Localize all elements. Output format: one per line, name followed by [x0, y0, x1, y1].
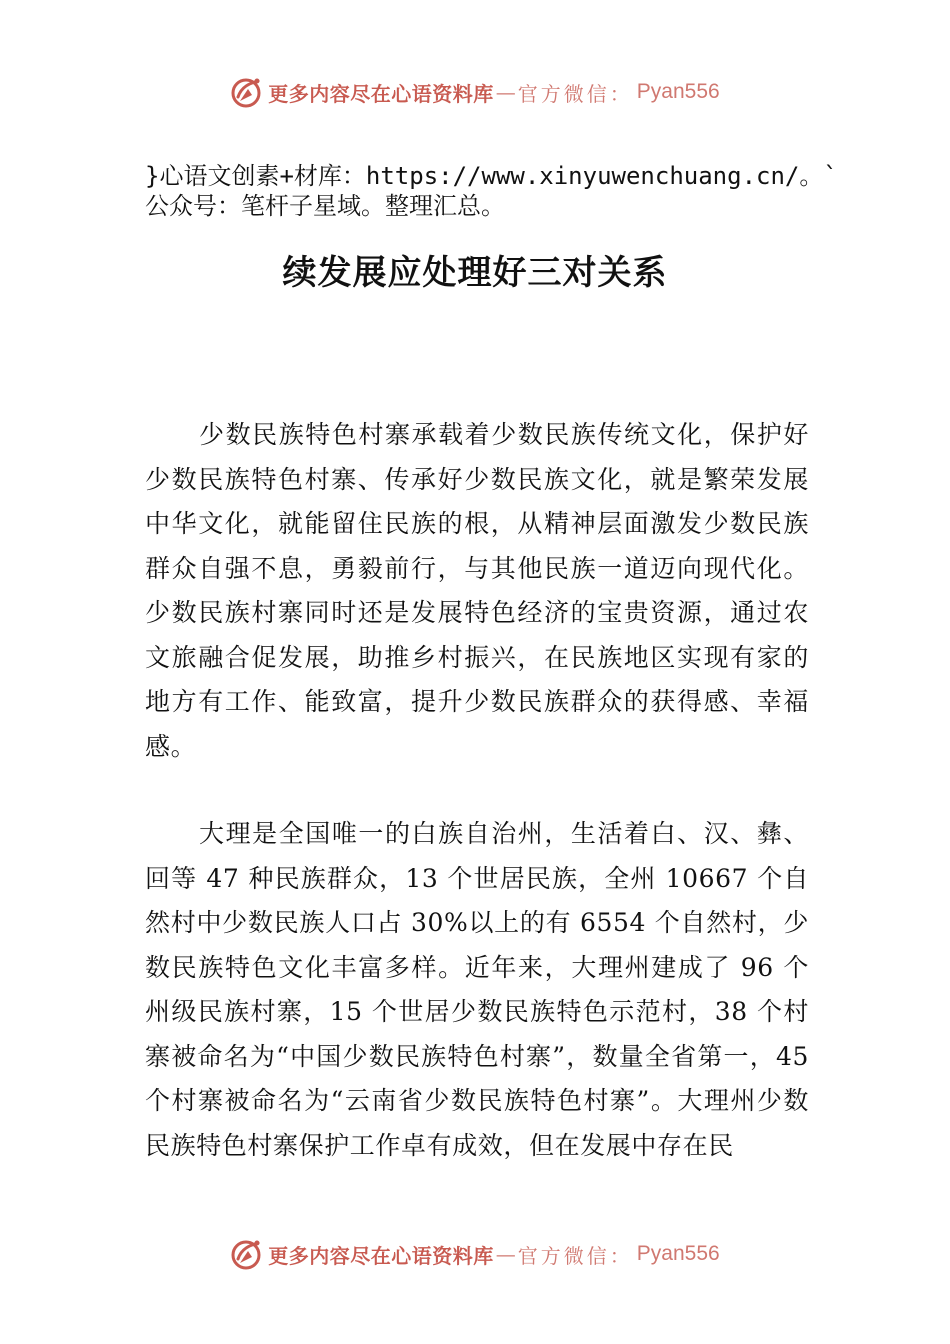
body-paragraph: 大理是全国唯一的白族自治州，生活着白、汉、彝、回等 47 种民族群众，13 个世居民族，全州 10667 个自然村中少数民族人口占 30%以上的有 6554 个自然村，少数民族特色文化丰富多样。近年来，大理州建成了 96 个州级民族村寨，15 个世居少数民族特色示范村，38 个村寨被命名为“中国少数民族特色村寨”，数量全省第一，45 个村寨被命名为“云南省少数民族特色村寨”。大理州少数民族特色村寨保护工作卓有成效，但在发展中存在民: [145, 819, 809, 1160]
source-line-account: 公众号：笔杆子星域。整理汇总。: [145, 192, 505, 220]
banner-brand-text: 更多内容尽在心语资料库: [268, 1243, 494, 1268]
brand-logo-icon: [230, 1237, 264, 1271]
brand-logo-icon: [230, 75, 264, 109]
banner-separator: —: [495, 1242, 516, 1266]
footer-banner: [0, 1234, 950, 1274]
source-line-website: }心语文创素+材库：https://www.xinyuwenchuang.cn/。`: [145, 162, 838, 190]
body-paragraph: 少数民族特色村寨承载着少数民族传统文化，保护好少数民族特色村寨、传承好少数民族文化，就是繁荣发展中华文化，就能留住民族的根，从精神层面激发少数民族群众自强不息，勇毅前行，与其他民族一道迈向现代化。少数民族村寨同时还是发展特色经济的宝贵资源，通过农文旅融合促发展，助推乡村振兴，在民族地区实现有家的地方有工作、能致富，提升少数民族群众的获得感、幸福感。: [145, 420, 809, 761]
banner-wechat-label: 官方微信：: [517, 1243, 633, 1268]
document-title: 续发展应处理好三对关系: [282, 253, 668, 293]
banner-wechat-label: 官方微信：: [517, 81, 633, 106]
banner-separator: —: [495, 80, 516, 104]
banner-wechat-id: Pyan556: [636, 1242, 720, 1265]
banner-wechat-id: Pyan556: [636, 80, 720, 103]
header-banner: [0, 72, 950, 112]
banner-brand-text: 更多内容尽在心语资料库: [268, 81, 494, 106]
